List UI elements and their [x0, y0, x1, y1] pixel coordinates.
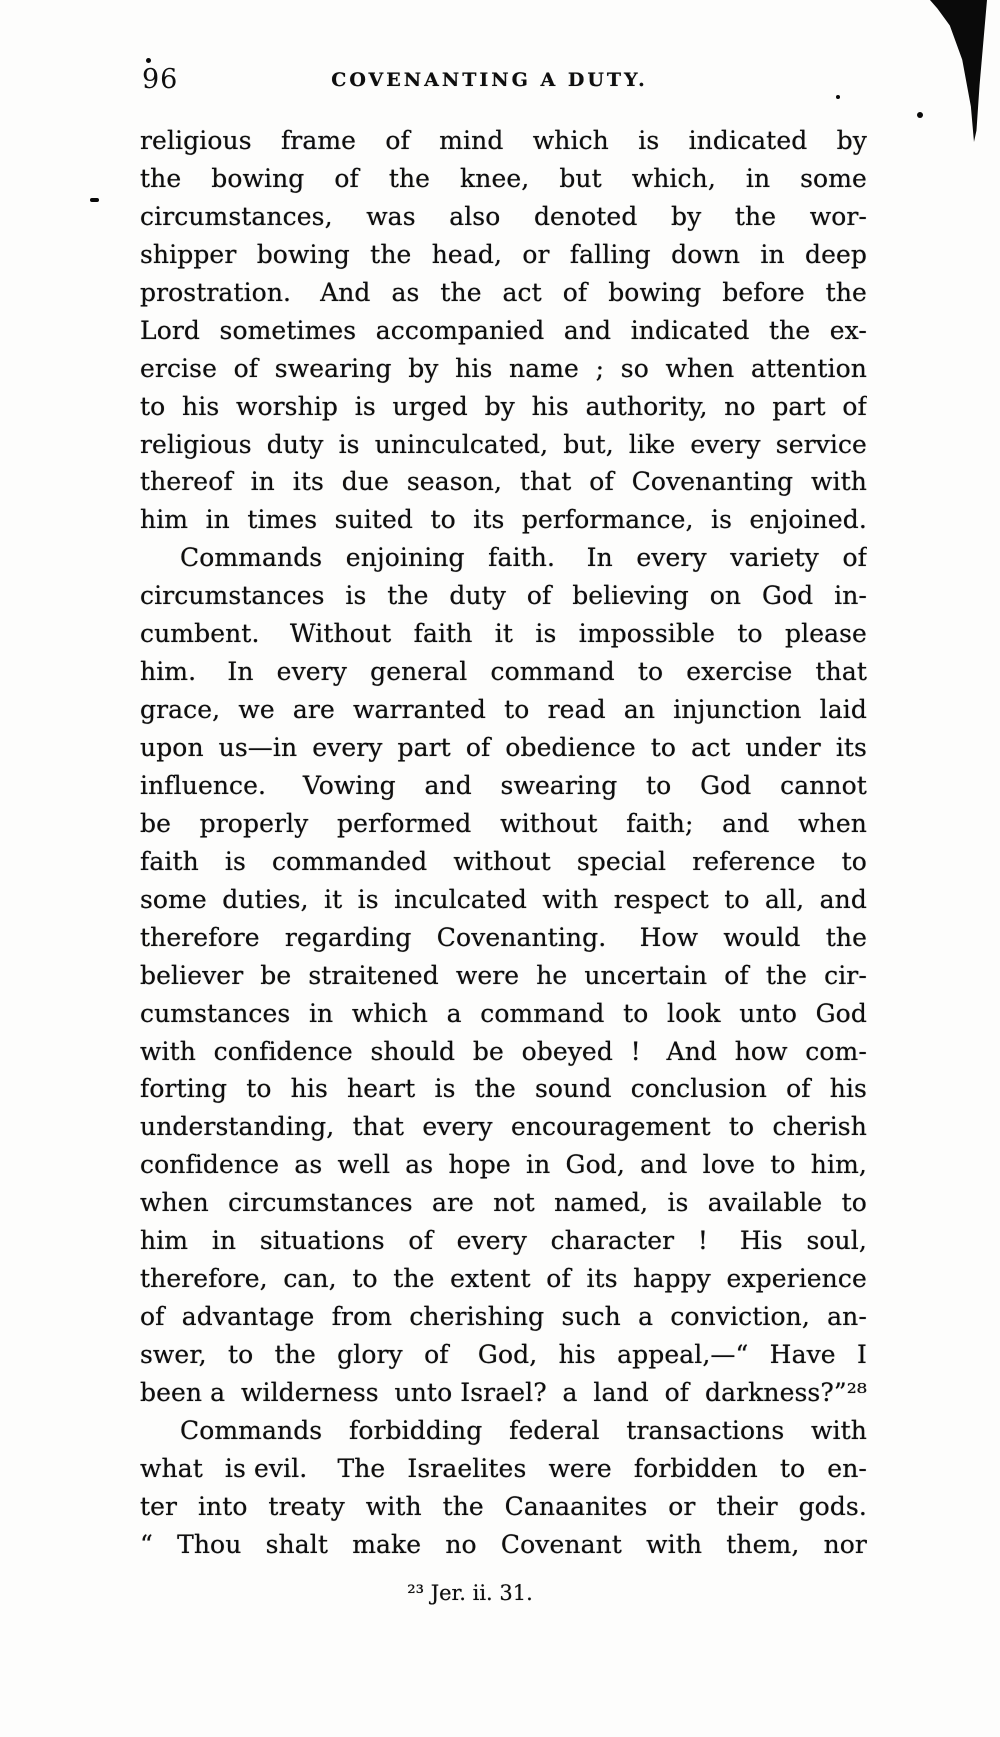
text-line: ter into treaty with the Canaanites or their gods.	[140, 1491, 867, 1521]
text-line: understanding, that every encouragement to cherish	[140, 1112, 867, 1142]
running-title: COVENANTING A DUTY.	[331, 69, 648, 91]
text-line: influence. Vowing and swearing to God cannot	[140, 770, 867, 800]
text-line: Commands forbidding federal transactions with	[180, 1415, 867, 1445]
scan-artifact-dot	[836, 95, 840, 99]
text-line: religious duty is uninculcated, but, like every service	[140, 429, 867, 459]
text-line: therefore, can, to the extent of its happy experience	[140, 1264, 867, 1294]
paragraph	[140, 1416, 867, 1568]
text-line: when circumstances are not named, is available to	[140, 1188, 867, 1218]
text-line: religious frame of mind which is indicated by	[140, 126, 867, 155]
text-line: to his worship is urged by his authority, no part of	[140, 391, 867, 421]
text-line: him in situations of every character ! His soul,	[140, 1226, 867, 1256]
text-line: what is evil. The Israelites were forbidden to en-	[140, 1453, 867, 1483]
text-line: some duties, it is inculcated with respect to all, and	[140, 884, 867, 914]
text-line: cumstances in which a command to look unto God	[140, 998, 867, 1028]
text-line: be properly performed without faith; and when	[140, 808, 867, 838]
scan-artifact-dash	[90, 198, 99, 202]
text-line: him in times suited to its performance, is enjoined.	[140, 505, 867, 535]
text-line: ercise of swearing by his name ; so when attention	[140, 353, 867, 383]
text-line: Commands enjoining faith. In every variety of	[180, 543, 867, 573]
text-line: cumbent. Without faith it is impossible to please	[140, 619, 867, 649]
text-line: of advantage from cherishing such a conviction, an-	[140, 1302, 867, 1332]
text-line: swer, to the glory of God, his appeal,—“ Have I	[140, 1340, 867, 1369]
text-line: circumstances, was also denoted by the wor-	[140, 201, 867, 231]
text-line: forting to his heart is the sound conclusion of his	[140, 1074, 867, 1104]
text-line: him. In every general command to exercise that	[140, 657, 867, 687]
text-line: believer be straitened were he uncertain of the cir-	[140, 960, 867, 990]
text-line: Lord sometimes accompanied and indicated the ex-	[140, 315, 867, 345]
text-line: faith is commanded without special reference to	[140, 846, 867, 876]
text-line: therefore regarding Covenanting. How would the	[140, 922, 867, 952]
paragraph	[140, 126, 867, 543]
text-line: prostration. And as the act of bowing before the	[140, 277, 867, 307]
scan-artifact-corner-wedge	[925, 0, 987, 142]
text-line: grace, we are warranted to read an injunction laid	[140, 695, 867, 725]
text-line: thereof in its due season, that of Covenanting with	[140, 467, 867, 497]
page-header	[140, 62, 867, 102]
text-line: confidence as well as hope in God, and love to him,	[140, 1150, 867, 1180]
text-line: been a wilderness unto Israel? a land of darkness?”²⁸	[140, 1377, 867, 1407]
page-body	[140, 126, 867, 1568]
text-line: the bowing of the knee, but which, in some	[140, 163, 867, 193]
page-number: 96	[142, 64, 179, 95]
footnote: ²³ Jer. ii. 31.	[407, 1581, 533, 1605]
paragraph	[140, 543, 867, 1416]
text-line: “ Thou shalt make no Covenant with them, nor	[140, 1529, 867, 1559]
scan-artifact-dot	[146, 58, 151, 63]
text-line: shipper bowing the head, or falling down in deep	[140, 239, 867, 269]
scan-artifact-dot	[917, 112, 923, 118]
text-line: upon us—in every part of obedience to act under its	[140, 733, 867, 762]
text-line: circumstances is the duty of believing on God in-	[140, 581, 867, 611]
text-line: with confidence should be obeyed ! And how com-	[140, 1036, 867, 1066]
